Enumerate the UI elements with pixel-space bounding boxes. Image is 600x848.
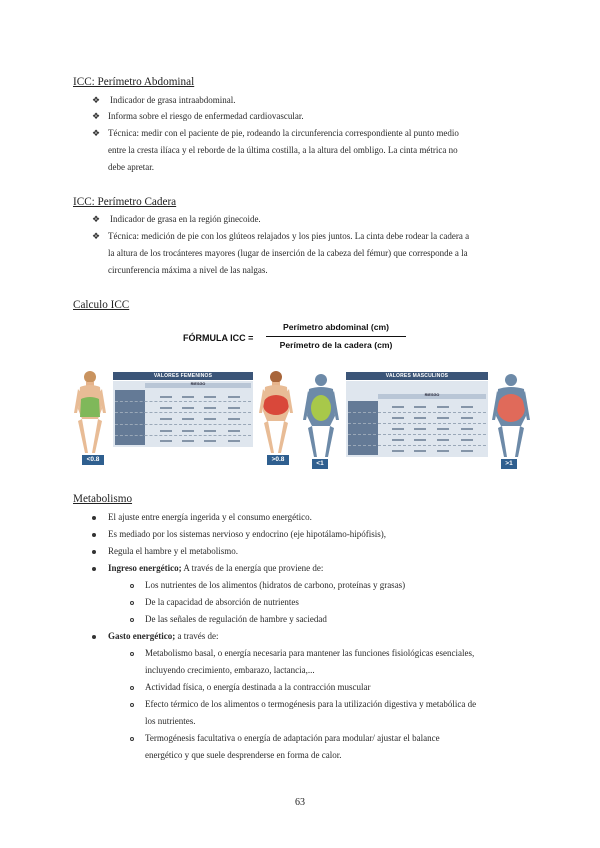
bullet-text-cont: entre la cresta ilíaca y el reborde de la última costilla, a la altura del ombligo. La cinta métrica no	[108, 145, 458, 155]
table-row-divider	[348, 412, 486, 414]
bullet-dot-icon	[92, 635, 96, 639]
table-cell	[392, 406, 404, 408]
section-heading-cadera: ICC: Perímetro Cadera	[73, 196, 177, 208]
table-cell	[182, 396, 194, 398]
bullet-text: Indicador de grasa en la región ginecoide.	[110, 214, 261, 224]
list-item: El ajuste entre energía ingerida y el consumo energético.	[108, 512, 312, 522]
sub-list-item: De las señales de regulación de hambre y saciedad	[145, 614, 327, 624]
formula-fraction-bar	[266, 336, 406, 337]
male-figure-normal-illustration	[300, 372, 342, 458]
sub-list-item-cont: energético y que suele desprenderse en forma de calor.	[145, 750, 342, 760]
bullet-circle-icon	[130, 652, 134, 656]
table-cell	[228, 430, 240, 432]
bullet-text: Técnica: medir con el paciente de pie, rodeando la circunferencia correspondiente al punto medio	[108, 128, 459, 138]
table-cell	[228, 440, 240, 442]
table-cell	[461, 417, 473, 419]
table-cell	[437, 406, 449, 408]
table-row-divider	[348, 434, 486, 436]
diamond-bullet-icon: ❖	[92, 128, 101, 138]
female-table-title: VALORES FEMENINOS	[113, 372, 253, 380]
diamond-bullet-icon: ❖	[92, 95, 101, 105]
bullet-text-cont: circunferencia máxima a nivel de las nalgas.	[108, 265, 268, 275]
list-item-ingreso	[108, 562, 323, 574]
ingreso-bold: Ingreso energético;	[108, 563, 182, 573]
table-cell	[204, 430, 216, 432]
bullet-text: Informa sobre el riesgo de enfermedad cardiovascular.	[108, 111, 304, 121]
table-cell	[414, 428, 426, 430]
male-figure-risk-illustration	[490, 372, 532, 458]
table-cell	[160, 407, 172, 409]
table-cell	[461, 450, 473, 452]
bullet-dot-icon	[92, 550, 96, 554]
page-number: 63	[295, 797, 305, 808]
table-cell	[228, 396, 240, 398]
table-row-divider	[115, 424, 251, 426]
table-cell	[392, 417, 404, 419]
section-heading-calculo: Calculo ICC	[73, 299, 130, 311]
table-cell	[461, 439, 473, 441]
gasto-bold: Gasto energético;	[108, 631, 176, 641]
bullet-circle-icon	[130, 703, 134, 707]
bullet-text-cont: la altura de los trocánteres mayores (lugar de inserción de la cabeza del fémur) que corresponde a la	[108, 248, 468, 258]
sub-list-item-cont: los nutrientes.	[145, 716, 196, 726]
female-risk-label: RIESGO	[190, 382, 206, 386]
section-heading-abdominal: ICC: Perímetro Abdominal	[73, 76, 195, 88]
badge-male-risk: >1	[501, 459, 517, 469]
table-cell	[182, 430, 194, 432]
sub-list-item: Metabolismo basal, o energía necesaria para mantener las funciones fisiológicas esenciales,	[145, 648, 475, 658]
table-cell	[228, 407, 240, 409]
table-cell	[204, 396, 216, 398]
badge-female-risk: >0.8	[267, 455, 289, 465]
table-cell	[160, 396, 172, 398]
table-cell	[461, 406, 473, 408]
sub-list-item-cont: incluyendo crecimiento, embarazo, lactancia,...	[145, 665, 315, 675]
male-risk-label: RIESGO	[424, 393, 440, 397]
table-cell	[414, 450, 426, 452]
table-cell	[392, 450, 404, 452]
table-cell	[160, 440, 172, 442]
sub-list-item: De la capacidad de absorción de nutrientes	[145, 597, 299, 607]
table-cell	[160, 418, 172, 420]
ingreso-rest: A través de la energía que proviene de:	[181, 563, 324, 573]
table-cell	[204, 440, 216, 442]
badge-female-normal: <0.8	[82, 455, 104, 465]
table-cell	[437, 428, 449, 430]
sub-list-item: Efecto térmico de los alimentos o termogénesis para la utilización digestiva y metabólica de	[145, 699, 477, 709]
bullet-circle-icon	[130, 584, 134, 588]
table-row-divider	[115, 435, 251, 437]
table-cell	[414, 417, 426, 419]
bullet-dot-icon	[92, 533, 96, 537]
bullet-circle-icon	[130, 737, 134, 741]
gasto-rest: a través de:	[175, 631, 219, 641]
bullet-text: Indicador de grasa intraabdominal.	[110, 95, 236, 105]
table-row-divider	[115, 412, 251, 414]
table-cell	[228, 418, 240, 420]
bullet-circle-icon	[130, 618, 134, 622]
table-row-divider	[348, 423, 486, 425]
diamond-bullet-icon: ❖	[92, 231, 101, 241]
list-item: Regula el hambre y el metabolismo.	[108, 546, 238, 556]
formula-label: FÓRMULA ICC =	[183, 333, 254, 343]
table-cell	[182, 407, 194, 409]
sub-list-item: Los nutrientes de los alimentos (hidratos de carbono, proteínas y grasas)	[145, 580, 406, 590]
table-cell	[392, 428, 404, 430]
diamond-bullet-icon: ❖	[92, 111, 101, 121]
table-cell	[204, 418, 216, 420]
female-figure-risk-illustration	[258, 369, 294, 455]
table-cell	[414, 439, 426, 441]
table-cell	[437, 439, 449, 441]
table-row-divider	[115, 401, 251, 403]
table-cell	[437, 450, 449, 452]
table-cell	[160, 430, 172, 432]
bullet-text-cont: debe apretar.	[108, 162, 154, 172]
female-figure-normal-illustration	[72, 369, 108, 455]
table-cell	[461, 428, 473, 430]
sub-list-item: Actividad física, o energía destinada a la contracción muscular	[145, 682, 371, 692]
table-cell	[182, 418, 194, 420]
bullet-text: Técnica: medición de pie con los glúteos relajados y los pies juntos. La cinta debe rodear la cadera a	[108, 231, 470, 241]
male-table-title: VALORES MASCULINOS	[346, 372, 488, 380]
bullet-circle-icon	[130, 686, 134, 690]
table-cell	[182, 440, 194, 442]
table-cell	[204, 407, 216, 409]
diamond-bullet-icon: ❖	[92, 214, 101, 224]
table-cell	[437, 417, 449, 419]
sub-list-item: Termogénesis facultativa o energía de adaptación para modular/ ajustar el balance	[145, 733, 440, 743]
table-cell	[414, 406, 426, 408]
bullet-circle-icon	[130, 601, 134, 605]
section-heading-metabolismo: Metabolismo	[73, 493, 133, 505]
list-item: Es mediado por los sistemas nervioso y endocrino (eje hipotálamo-hipófisis),	[108, 529, 386, 539]
bullet-dot-icon	[92, 567, 96, 571]
list-item-gasto	[108, 630, 218, 642]
table-row-divider	[348, 445, 486, 447]
bullet-dot-icon	[92, 516, 96, 520]
table-cell	[392, 439, 404, 441]
badge-male-normal: <1	[312, 459, 328, 469]
formula-numerator: Perímetro abdominal (cm)	[282, 322, 389, 332]
formula-denominator: Perímetro de la cadera (cm)	[279, 340, 393, 350]
